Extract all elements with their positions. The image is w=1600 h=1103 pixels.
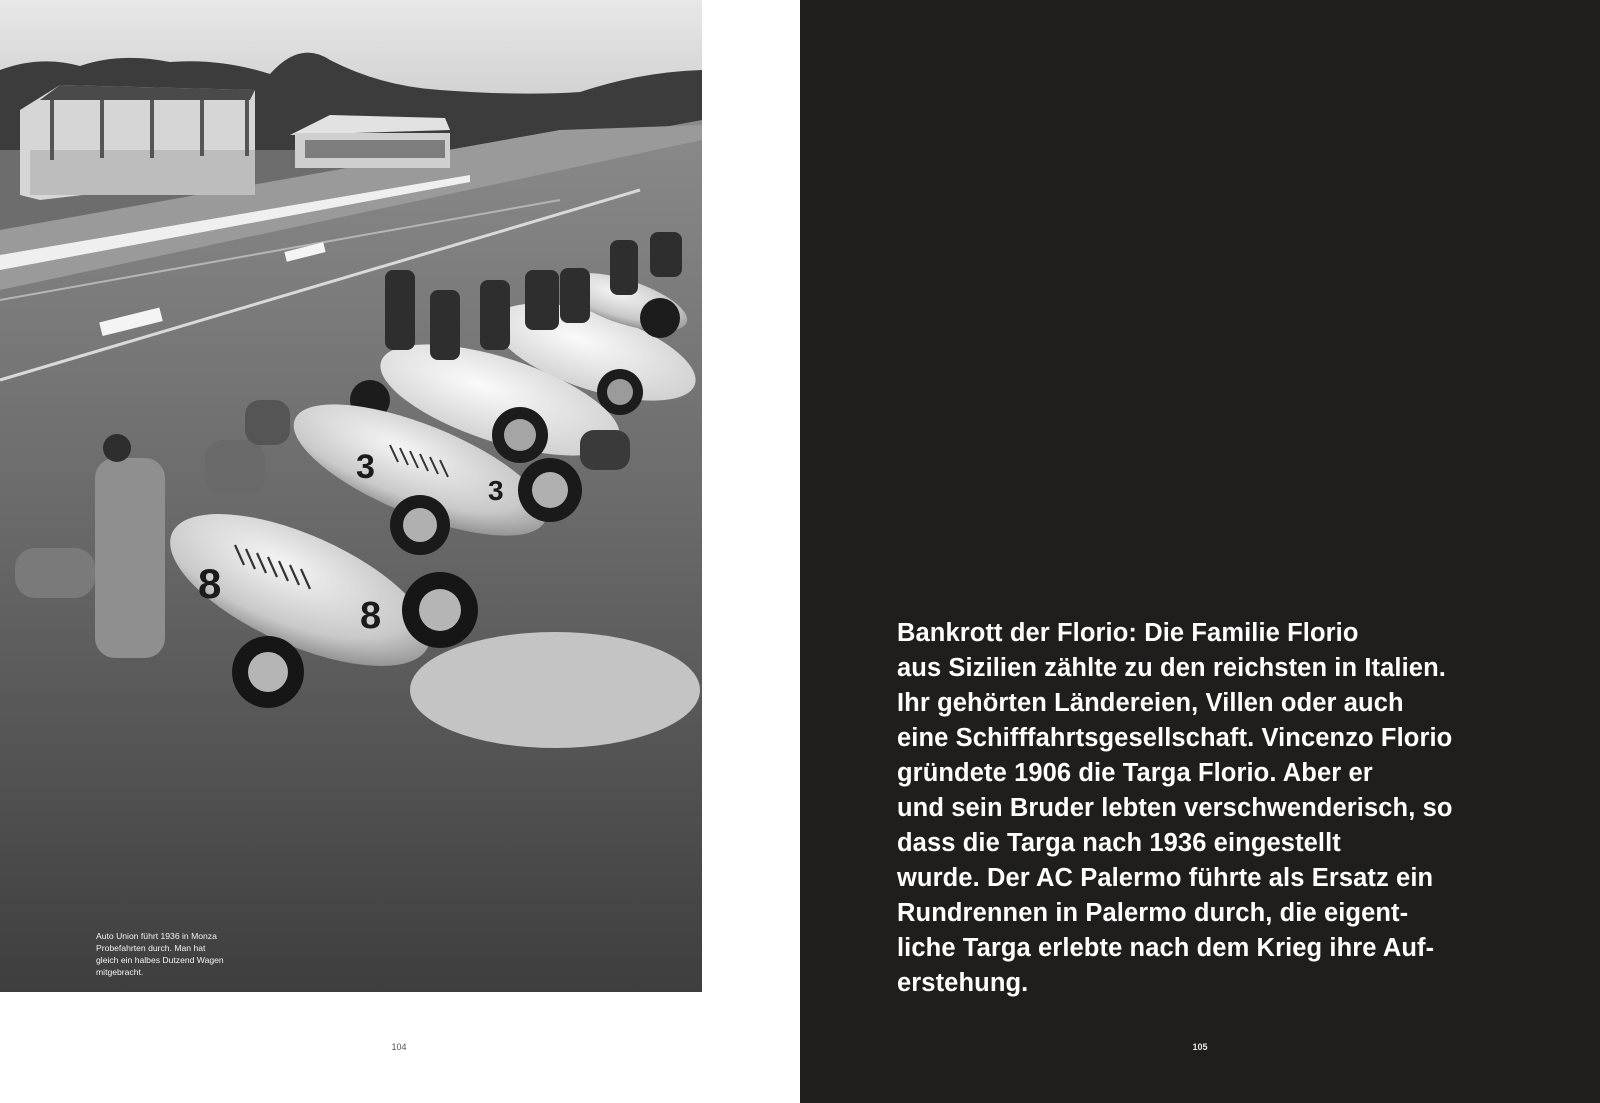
body-line: Rundrennen in Palermo durch, die eigent- (897, 899, 1409, 927)
photo-caption (96, 930, 246, 978)
body-line: gründete 1906 die Targa Florio. Aber er (897, 759, 1373, 787)
caption-line: mitgebracht. (96, 967, 144, 977)
body-line: und sein Bruder lebten verschwenderisch, so (897, 794, 1453, 822)
page-number-right: 105 (1192, 1042, 1208, 1052)
right-page (800, 0, 1600, 1103)
caption-line: Probefahrten durch. Man hat (96, 943, 206, 953)
photo-painted-circle (410, 632, 700, 748)
body-line: aus Sizilien zählte zu den reichsten in Italien. (897, 654, 1446, 682)
page-number-left: 104 (391, 1042, 407, 1052)
caption-line: Auto Union führt 1936 in Monza (96, 931, 217, 941)
body-line: eine Schifffahrtsgesellschaft. Vincenzo Florio (897, 724, 1453, 752)
body-line: erstehung. (897, 969, 1029, 997)
caption-line: gleich ein halbes Dutzend Wagen (96, 955, 224, 965)
car-number: 3 (356, 448, 375, 486)
photo-illustration (0, 0, 702, 992)
car-number: 8 (360, 595, 382, 637)
body-line: Ihr gehörten Ländereien, Villen oder auch (897, 689, 1404, 717)
car-number: 8 (198, 560, 222, 607)
body-line: liche Targa erlebte nach dem Krieg ihre Auf- (897, 934, 1435, 962)
body-paragraph (897, 616, 1453, 1001)
body-line: dass die Targa nach 1936 eingestellt (897, 829, 1341, 857)
body-line: wurde. Der AC Palermo führte als Ersatz ein (897, 864, 1434, 892)
photo-grandstand (20, 85, 255, 200)
race-cars-photo (0, 0, 702, 992)
body-line: Bankrott der Florio: Die Familie Florio (897, 619, 1359, 647)
car-number: 3 (488, 475, 504, 506)
